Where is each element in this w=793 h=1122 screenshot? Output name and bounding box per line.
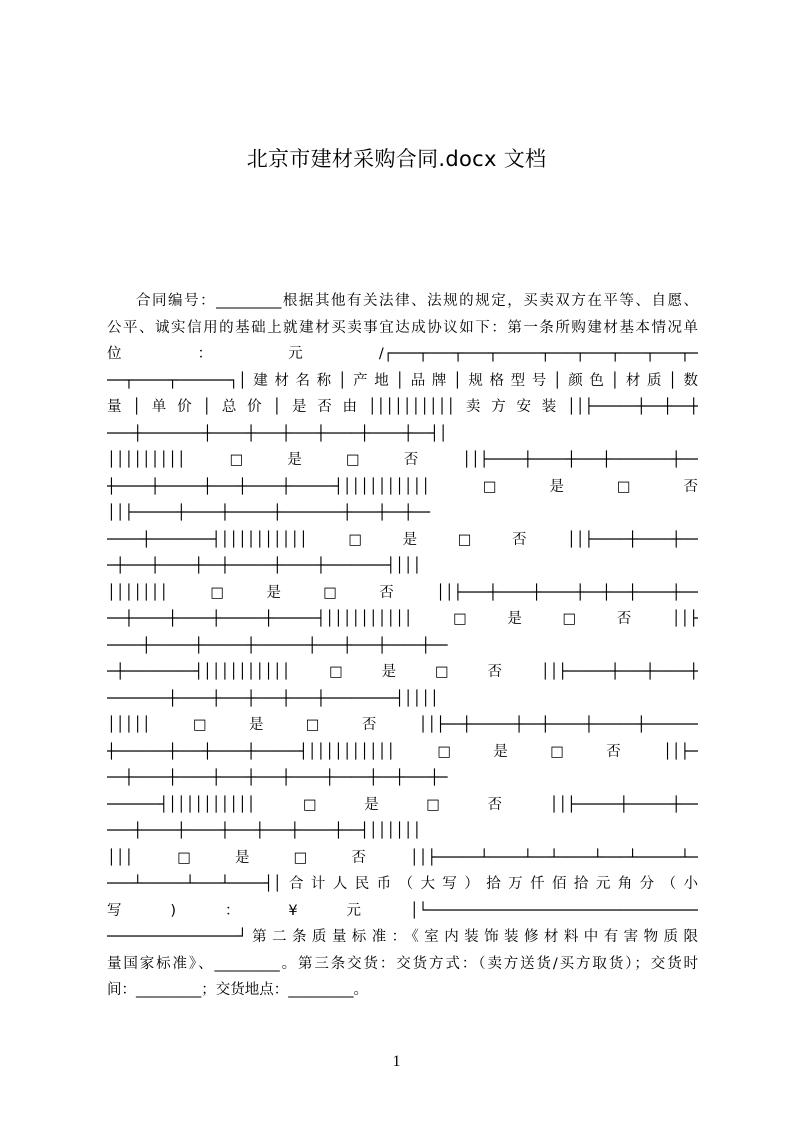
text-line: 量│单价│总价│是否由││││││││││卖方安装││├─────┼──┼──┼: [107, 399, 698, 415]
text-line: ─┼────────┤││││││││││□是□否││├─────┼───┼────┼: [107, 664, 698, 680]
text-line: ──────┤││││││││││□是□否││├─────┼─────┼──: [107, 796, 698, 813]
text-line: ───────┼────┼───┼───┼───┼────────┤││││: [107, 690, 439, 707]
text-line: ┼────┼─────┼───┼────┼─────┤││││││││││□是□否: [107, 478, 698, 495]
text-line: 公平、诚实信用的基础上就建材买卖事宜达成协议如下：第一条所购建材基本情况单: [107, 319, 698, 336]
text-line: ───┼────┼────┼───┼───┼────┼──┤││││││: [107, 823, 422, 839]
text-line: ───┼───────┼────┼───┼───┼────┼────┼──┤│: [107, 425, 448, 442]
text-line: ───┴─────┴───┴────┤│合计人民币（大写）拾万仟佰拾元角分（小: [107, 876, 698, 892]
text-line: ──┼────┼────┼───┼───┼────┼────┼──┼───┼─: [107, 770, 448, 786]
text-line: ───────────────┘第二条质量标准：《室内装饰装修材料中有害物质限: [107, 929, 698, 945]
text-line: ──┼────┼────┼─────┼─────┤││││││││││□是□否││├: [107, 611, 698, 627]
text-line: 量国家标准》、_________。第三条交货：交货方式：（卖方送货/买方取货）；交货时: [107, 955, 698, 972]
text-line: │││□是□否││├─────┴────┴──┴────┴───┴─────┴─: [107, 849, 698, 866]
text-line: ────┼─────┼─────┼──────┼───┼───┼────┼──: [107, 637, 448, 654]
text-line: 间：_________；交货地点：_________。: [107, 982, 368, 998]
text-line: ────┼───────┤││││││││││□是□否││├────┼────┼──: [107, 531, 698, 548]
text-line: 位：元/┌───┬───┬───┬─────┬───┬───┬───┬───┬─: [107, 346, 698, 362]
document-body: [107, 288, 698, 1004]
text-line: ─┼───┼────┼──┼─────┼────┼───────┤│││: [107, 558, 422, 574]
text-line: 写)：¥元│└───────────────────────────────: [107, 902, 698, 919]
text-line: │││││││││□是□否││├────┼────┼───┼───────┼──: [107, 452, 698, 468]
page-title: 北京市建材采购合同.docx 文档: [246, 147, 547, 171]
text-line: │││││││□是□否││├───┼────┼────┼──┼──┼────┼──: [107, 584, 698, 601]
text-line: ││├─────┼────┼─────┼───────┼───┼──┼──: [107, 505, 431, 521]
text-line: 合同编号：_________根据其他有关法律、法规的规定，买卖双方在平等、自愿、: [136, 293, 698, 309]
text-line: ┼──────┼───┼────┼─────┤││││││││││□是□否││├─: [107, 743, 698, 760]
text-line: ──┬────┬──────┐│建材名称│产地│品牌│规格型号│颜色│材质│数: [107, 372, 698, 389]
page-number: 1: [392, 1053, 401, 1070]
text-line: │││││□是□否││├──┼─────┼──┼────┼─────┼──────: [107, 717, 698, 733]
